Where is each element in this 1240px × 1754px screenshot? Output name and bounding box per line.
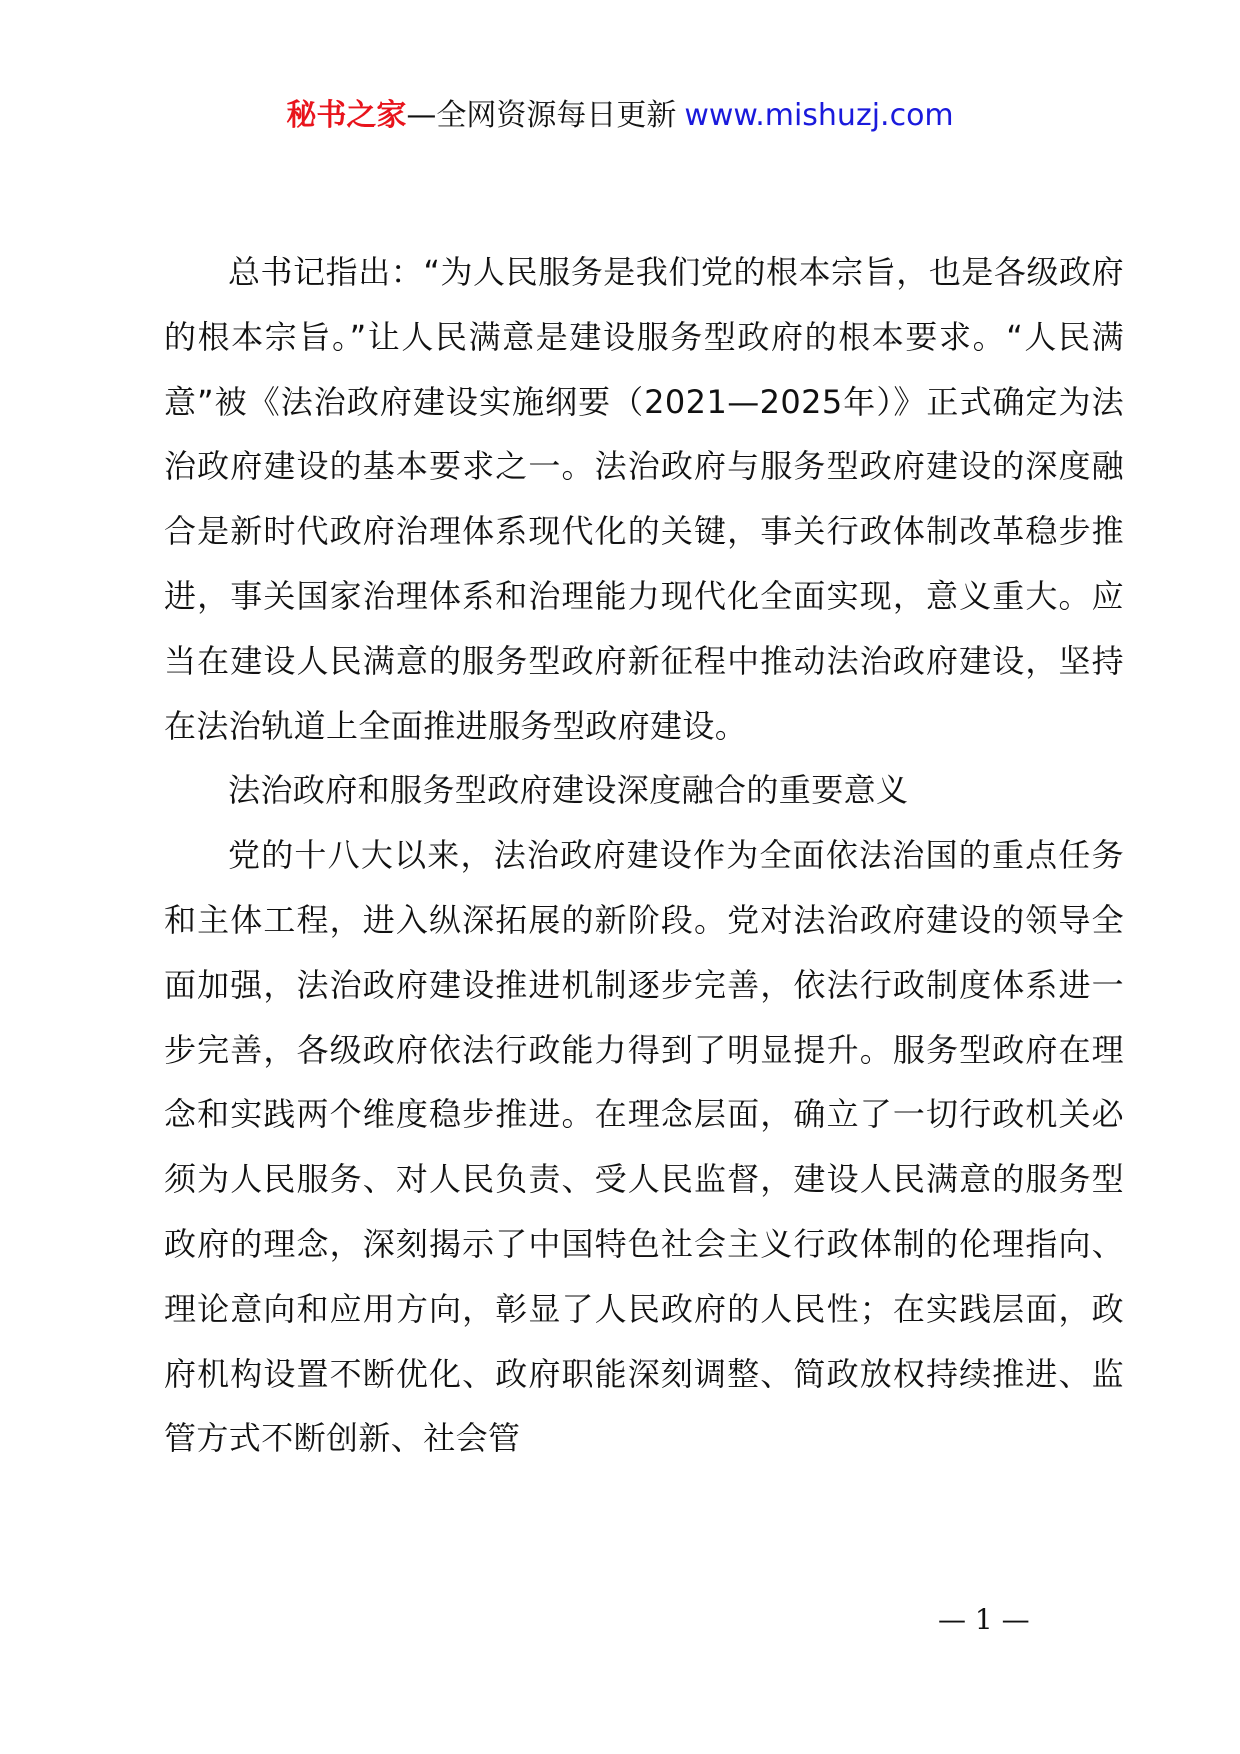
document-body bbox=[164, 240, 1124, 1471]
site-header bbox=[0, 96, 1240, 136]
paragraph-1: 总书记指出：“为人民服务是我们党的根本宗旨，也是各级政府的根本宗旨。”让人民满意是建设服务型政府的根本要求。“人民满意”被《法治政府建设实施纲要（2021—2025年）》正式确定为法治政府建设的基本要求之一。法治政府与服务型政府建设的深度融合是新时代政府治理体系现代化的关键，事关行政体制改革稳步推进，事关国家治理体系和治理能力现代化全面实现，意义重大。应当在建设人民满意的服务型政府新征程中推动法治政府建设，坚持在法治轨道上全面推进服务型政府建设。 bbox=[164, 253, 1124, 745]
section-title: 法治政府和服务型政府建设深度融合的重要意义 bbox=[228, 771, 909, 810]
site-tagline: —全网资源每日更新 bbox=[406, 98, 677, 133]
site-url-link[interactable]: www.mishuzj.com bbox=[684, 98, 954, 133]
paragraph-2: 党的十八大以来，法治政府建设作为全面依法治国的重点任务和主体工程，进入纵深拓展的新阶段。党对法治政府建设的领导全面加强，法治政府建设推进机制逐步完善，依法行政制度体系进一步完善，各级政府依法行政能力得到了明显提升。服务型政府在理念和实践两个维度稳步推进。在理念层面，确立了一切行政机关必须为人民服务、对人民负责、受人民监督，建设人民满意的服务型政府的理念，深刻揭示了中国特色社会主义行政体制的伦理指向、理论意向和应用方向，彰显了人民政府的人民性；在实践层面，政府机构设置不断优化、政府职能深刻调整、简政放权持续推进、监管方式不断创新、社会管 bbox=[164, 836, 1124, 1458]
page-number: — 1 — bbox=[938, 1603, 1030, 1636]
site-brand: 秘书之家 bbox=[286, 98, 407, 133]
